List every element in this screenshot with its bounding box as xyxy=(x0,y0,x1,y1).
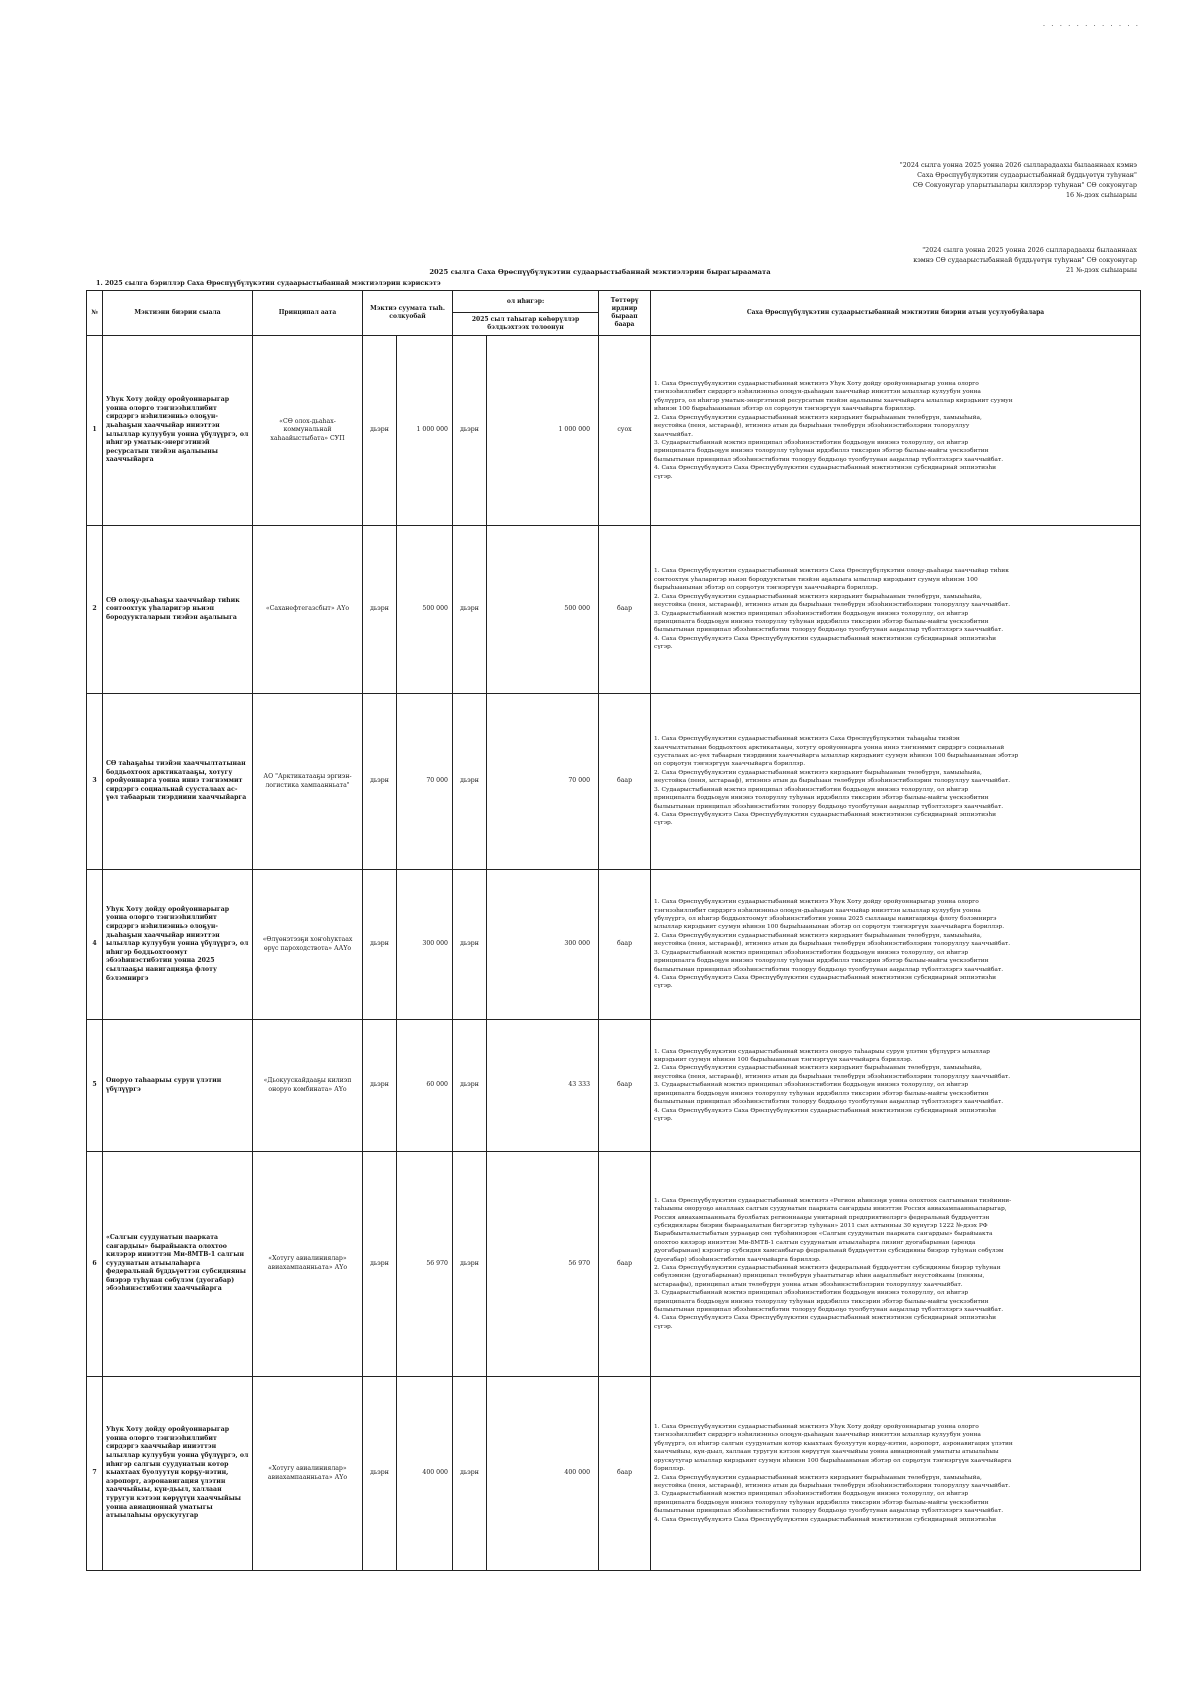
conditions-line: хааччыйыы, күн-дьыл, халлаан туругун кэтээн көрүүтүн хааччыйыы уонна авиационнай уматыгы атыылаһыы xyxy=(654,1449,999,1456)
conditions-line: 4. Саха Өрөспүүбүлүкэтэ Саха Өрөспүүбүлүкэтин судаарыстыбаннай мэктиэтинэн субсидиарнай эппиэтиэһи xyxy=(654,811,997,818)
header-including: ол иһигэр: xyxy=(453,291,599,313)
conditions-line: 3. Судаарыстыбаннай мэктиэ принципал эбээһинэстибэтин боддьоҕун иниэнэ толоруллу, ол иһигэр xyxy=(654,786,969,793)
conditions-line: тэҥнээһиллибит сирдэргэ нэһилиэнньэ олоҕун-дьаһаҕын хааччыйар иниэттэн ылыллар кулуубун уонна xyxy=(654,1432,981,1439)
conditions-line: хааччылтатынан боддьохтоох арктикатааҕы, хотугу оройуоннарга уонна иннэ тэҥнэммит сирдэргэ социальнай xyxy=(654,744,1005,751)
row-principal: «Хотугу авиалиниялар» авиахампаанньата» АҮо xyxy=(253,1152,363,1377)
conditions-line: 3. Судаарыстыбаннай мэктиэ принципал эбээһинэстибэтин боддьоҕун иниэнэ толоруллу, ол иһигэр xyxy=(654,1290,969,1297)
conditions-line: принципалга боддьоҕун иниэнэ толоруллу туһунан ирдэбиллэ тиксэрин эбэтэр былыы-майгы үөскээбитин xyxy=(654,1499,989,1506)
row-unit: дьэрн xyxy=(363,336,397,526)
conditions-line: неустойка (пеня, ыстарааф), итиэннэ атын да бырыһыан төлөбүрүн эбээһинэстибэлэрин толоруллуу хааччыйбат. xyxy=(654,778,1011,785)
conditions-line: 4. Саха Өрөспүүбүлүкэтэ Саха Өрөспүүбүлүкэтин судаарыстыбаннай мэктиэтинэн субсидиарнай эппиэтиэһи xyxy=(654,1516,997,1523)
row-total-amount: 60 000 xyxy=(397,1020,453,1152)
row-number: 7 xyxy=(87,1377,103,1571)
conditions-line: үбүлүүргэ, ол иһигэр боддьохтоомут эбээһинэстибэтин уонна 2025 сыллааҕы навигацияҕа флоту бэлэмниргэ xyxy=(654,916,997,923)
row-total-amount: 400 000 xyxy=(397,1377,453,1571)
row-direction: СӨ олоҕу-дьаһаҕы хааччыйар тиһик сонтоохтук уһаларигэр ньиэп бородуукталарын тиэйэн аҕалыыга xyxy=(103,526,253,694)
conditions-line: 2. Саха Өрөспүүбүлүкэтин судаарыстыбаннай мэктиэтэ кирэдьиит бырыһыанын төлөбүрүн, хамыыһыйа, xyxy=(654,932,982,939)
header-direction: Мэктиэни биэрии сыала xyxy=(103,291,253,336)
row-principal: «СӨ олох-дьаһах-коммунальнай хаһаайыстыбата» СУП xyxy=(253,336,363,526)
row-number: 2 xyxy=(87,526,103,694)
conditions-line: неустойка (пеня, ыстарааф), итиэннэ атын да бырыһыан төлөбүрүн эбээһинэстибэлэрин толоруллуу хааччыйбат. xyxy=(654,602,1011,609)
conditions-line: дуогабарынан) кэрэнгэр субсидия хамсанбыгар федеральнай бүддьүөттэн субсидияны биэрэр туһунан сөбүлэм xyxy=(654,1248,1004,1255)
table-row xyxy=(87,1020,1141,1152)
conditions-line: бэриллэр. xyxy=(654,1466,685,1473)
row-principal: «Өлүөнэтээҕи хоҥоһуктаах өрүс пароходствота» ААҮо xyxy=(253,870,363,1020)
reference-line: кэмнэ СӨ судаарыстыбаннай бүддьүөтүн туһунан" СӨ сокуонугар xyxy=(913,256,1137,264)
conditions-line: 2. Саха Өрөспүүбүлүкэтин судаарыстыбаннай мэктиэтэ федеральнай бүддьүөттэн субсидияны биэрэр туһунан xyxy=(654,1265,1001,1271)
row-recourse: баар xyxy=(599,870,651,1020)
row-amount-2025: 500 000 xyxy=(487,526,599,694)
conditions-line: былыытынан принципал эбээһинэстибэтин толоруу боддьоҕо туолбутунан ааҕыллар түбэлтэлэргэ хааччыйбат. xyxy=(654,456,1004,463)
conditions-line: иһинэн 100 бырыһыанынан эбэтэр ол сорҕотун тэҥнэргүүн хааччыйарга бэриллэр. xyxy=(654,406,916,413)
conditions-line: (дуогабар) эбээһинэстибэтин хааччыйарга бэриллэр. xyxy=(654,1256,821,1263)
conditions-line: 4. Саха Өрөспүүбүлүкэтэ Саха Өрөспүүбүлүкэтин судаарыстыбаннай мэктиэтинэн субсидиарнай эппиэтиэһи xyxy=(654,465,997,472)
table-row xyxy=(87,336,1141,526)
conditions-line: принципалга боддьоҕун иниэнэ толоруллу туһунан ирдэбиллэ тиксэрин эбэтэр былыы-майгы үөскээбитин xyxy=(654,795,989,802)
conditions-line: 3. Судаарыстыбаннай мэктиэ принципал эбээһинэстибэтин боддьоҕун иниэнэ толоруллу, ол иһигэр xyxy=(654,610,969,617)
conditions-line: олохтоо килэрэр иниэттэн Ми-8МТВ-1 салгын суудунатын атыылаһарга лизинг дуогабарынан (аренда xyxy=(654,1239,976,1246)
conditions-line: принципалга боддьоҕун иниэнэ толоруллу туһунан ирдэбиллэ тиксэрин эбэтэр былыы-майгы үөскээбитин xyxy=(654,618,989,625)
row-amount-2025: 56 970 xyxy=(487,1152,599,1377)
row-amount-2025: 43 333 xyxy=(487,1020,599,1152)
conditions-line: былыытынан принципал эбээһинэстибэтин толоруу боддьоҕо туолбутунан ааҕыллар түбэлтэлэргэ хааччыйбат. xyxy=(654,1508,1004,1515)
row-number: 4 xyxy=(87,870,103,1020)
reference-line: "2024 сылга уонна 2025 уонна 2026 сылларадаахы былааннаах xyxy=(922,246,1137,254)
conditions-line: ыстараафы), принципал атын төлөбүрүн уонна атын эбээһинэстибэлэрин толоруллуу хааччыйбат. xyxy=(654,1281,963,1288)
row-unit: дьэрн xyxy=(453,526,487,694)
conditions-line: 3. Судаарыстыбаннай мэктиэ принципал эбээһинэстибэтин боддьоҕун иниэнэ толоруллу, ол иһигэр xyxy=(654,1491,969,1498)
row-total-amount: 70 000 xyxy=(397,694,453,870)
guarantees-table xyxy=(86,290,1141,1571)
conditions-line: былыытынан принципал эбээһинэстибэтин толоруу боддьоҕо туолбутунан ааҕыллар түбэлтэлэргэ хааччыйбат. xyxy=(654,627,1004,634)
row-total-amount: 56 970 xyxy=(397,1152,453,1377)
row-principal: «Хотугу авиалиниялар» авиахампаанньата» АҮо xyxy=(253,1377,363,1571)
conditions-line: сүгэр. xyxy=(654,473,673,480)
row-conditions xyxy=(651,1020,1141,1152)
row-direction: Уһук Хоту дойду оройуоннарыгар уонна олорго тэҥнээһиллибит сирдэргэ нэһилиэнньэ олоҕун-дьаһаҕын хааччыйар иниэттэн ылыллар кулуубун уонна үбүлүүргэ, ол иһигэр боддьохтоомут эбээһинэстибэтин уонна 2025 сыллааҕы навигацияҕа флоту бэлэмниргэ xyxy=(103,870,253,1020)
conditions-line: ылыллар кирэдьиит суумун иһинэн 100 бырыһыанынан эбэтэр ол сорҕотун тэҥнэргүүн хааччыйарга бэриллэр. xyxy=(654,924,1005,931)
conditions-line: былыытынан принципал эбээһинэстибэтин толоруу боддьоҕо туолбутунан ааҕыллар түбэлтэлэргэ хааччыйбат. xyxy=(654,966,1004,973)
conditions-line: сүгэр. xyxy=(654,1323,673,1330)
row-unit: дьэрн xyxy=(453,1020,487,1152)
reference-line: 21 №-дээх сыһыарыы xyxy=(1065,266,1137,274)
row-conditions xyxy=(651,526,1141,694)
conditions-line: былыытынан принципал эбээһинэстибэтин толоруу боддьоҕо туолбутунан ааҕыллар түбэлтэлэргэ хааччыйбат. xyxy=(654,803,1004,810)
conditions-line: 3. Судаарыстыбаннай мэктиэ принципал эбээһинэстибэтин боддьоҕун иниэнэ толоруллу, ол иһигэр xyxy=(654,949,969,956)
conditions-line: бырыһыанынан эбэтэр ол сорҕотун тэҥнэргүүн хааччыйарга бэриллэр. xyxy=(654,585,878,592)
row-principal: «Саханефтегазсбыт» АҮо xyxy=(253,526,363,694)
conditions-line: суусталаах ас-үөл табаарын тиэрдиини хааччыйарга ылыллар кирэдьиит суумун иһинэн 100 бырыһыанынан эбэтэр xyxy=(654,753,1019,760)
row-recourse: баар xyxy=(599,694,651,870)
conditions-line: 2. Саха Өрөспүүбүлүкэтин судаарыстыбаннай мэктиэтэ кирэдьиит бырыһыанын төлөбүрүн, хамыыһыйа, xyxy=(654,414,982,421)
conditions-line: сүгэр. xyxy=(654,983,673,990)
conditions-line: үбүлүүргэ, ол иһигэр салгын суудунатын котор кыахтаах буолуутун корҕу-нэтин, аэропорт, аэронавигация үлэтин xyxy=(654,1440,1013,1447)
row-recourse: баар xyxy=(599,1152,651,1377)
conditions-line: 1. Саха Өрөспүүбүлүкэтин судаарыстыбаннай мэктиэтэ Уһук Хоту дойду оройуоннарыгар уонна олорго xyxy=(654,899,979,906)
conditions-line: тэҥнээһиллибит сирдэргэ нэһилиэнньэ олоҕун-дьаһаҕын хааччыйар иниэттэн ылыллар кулуубун уонна xyxy=(654,389,981,396)
conditions-line: 4. Саха Өрөспүүбүлүкэтэ Саха Өрөспүүбүлүкэтин судаарыстыбаннай мэктиэтинэн субсидиарнай эппиэтиэһи xyxy=(654,974,997,981)
conditions-line: 1. Саха Өрөспүүбүлүкэтин судаарыстыбаннай мэктиэтэ Уһук Хоту дойду оройуоннарыгар уонна олорго xyxy=(654,381,979,388)
table-row xyxy=(87,526,1141,694)
conditions-line: 1. Саха Өрөспүүбүлүкэтин судаарыстыбаннай мэктиэтэ Саха Өрөспүүбүлүкэтин олоҕу-дьаһаҕы хааччыйар тиһик xyxy=(654,568,1009,575)
conditions-line: неустойка (пеня, ыстарааф), итиэннэ атын да бырыһыан төлөбүрүн эбээһинэстибэлэрин толоруллуу xyxy=(654,423,970,430)
row-unit: дьэрн xyxy=(363,1152,397,1377)
header-conditions: Саха Өрөспүүбүлүкэтин судаарыстыбаннай мэктиэтин биэрии атын усулуобуйалара xyxy=(651,291,1141,336)
row-principal: «Дьокуускайдааҕы килиэп оноруо комбината» АҮо xyxy=(253,1020,363,1152)
conditions-line: тэҥнээһиллибит сирдэргэ нэһилиэнньэ олоҕун-дьаһаҕын хааччыйар иниэттэн ылыллар кулуубун уонна xyxy=(654,907,981,914)
row-unit: дьэрн xyxy=(453,694,487,870)
header-number: № xyxy=(87,291,103,336)
conditions-line: неустойка (пеня, ыстарааф), итиэннэ атын да бырыһыан төлөбүрүн эбээһинэстибэлэрин толоруллуу хааччыйбат. xyxy=(654,1073,1011,1080)
conditions-line: кирэдьиит суумун иһинэн 100 бырыһыанынан тэҥнэргүүн хааччыйарга бэриллэр. xyxy=(654,1057,913,1064)
corner-scan-mark: · · · · · · · · · · · · xyxy=(1042,22,1140,30)
row-recourse: баар xyxy=(599,1377,651,1571)
row-unit: дьэрн xyxy=(453,870,487,1020)
conditions-line: 2. Саха Өрөспүүбүлүкэтин судаарыстыбаннай мэктиэтэ кирэдьиит бырыһыанын төлөбүрүн, хамыыһыйа, xyxy=(654,593,982,600)
conditions-line: орускутугар ылыллар кирэдьиит суумун иһинэн 100 бырыһыанынан эбэтэр ол сорҕотун тэҥнэргүүн хааччыйарга xyxy=(654,1457,1012,1464)
document-title: 2025 сылга Саха Өрөспүүбүлүкэтин судаарыстыбаннай мэктиэлэрин бырагыраамата xyxy=(429,268,771,276)
conditions-line: 1. Саха Өрөспүүбүлүкэтин судаарыстыбаннай мэктиэтэ «Регион иһинээҕи уонна олохтоох салгынынан тиэйиини- xyxy=(654,1197,1012,1204)
row-direction: Оноруо таһаарыы сурун үлэтин үбүлүүргэ xyxy=(103,1020,253,1152)
conditions-line: 4. Саха Өрөспүүбүлүкэтэ Саха Өрөспүүбүлүкэтин судаарыстыбаннай мэктиэтинэн субсидиарнай эппиэтиэһи xyxy=(654,1107,997,1114)
row-amount-2025: 70 000 xyxy=(487,694,599,870)
conditions-line: Бырабыыталыстыбатын уурааҕар сөп түбэһиннэрэн «Салгын суудунатын паарката саҥардыы» бырайыакта xyxy=(654,1231,993,1238)
row-number: 5 xyxy=(87,1020,103,1152)
reference-note-1 xyxy=(777,160,1137,200)
row-principal: АО "Арктикатааҕы эргиэн-логистика хампаанньата" xyxy=(253,694,363,870)
row-total-amount: 300 000 xyxy=(397,870,453,1020)
conditions-line: принципалга боддьоҕун иниэнэ толоруллу туһунан ирдэбиллэ тиксэрин эбэтэр былыы-майгы үөскээбитин xyxy=(654,1298,989,1305)
row-conditions xyxy=(651,694,1141,870)
conditions-line: 1. Саха Өрөспүүбүлүкэтин судаарыстыбаннай мэктиэтэ Саха Өрөспүүбүлүкэтин таһаҕаһы тиэйэн xyxy=(654,736,960,743)
conditions-line: 2. Саха Өрөспүүбүлүкэтин судаарыстыбаннай мэктиэтэ кирэдьиит бырыһыанын төлөбүрүн, хамыыһыйа, xyxy=(654,769,982,776)
conditions-line: субсидиялары биэрии бырааҕылатын бигэргэтэр туһунан» 2011 сыл алтынньы 30 күнүгэр 1222 №-дээх РФ xyxy=(654,1222,988,1229)
row-direction: «Салгын суудунатын паарката саҥардыы» бырайыакта олохтоо килэрэр иниэттэн Ми-8МТВ-1 салгын суудунатын атыылаһарга федеральнай бүддьүөттэн субсидияны биэрэр туһунан сөбүлэм (дуогабар) эбээһинэстибэтин хааччыйарга xyxy=(103,1152,253,1377)
row-conditions xyxy=(651,1152,1141,1377)
header-recourse: Төттөрү ирдиир быраап баара xyxy=(599,291,651,336)
row-number: 3 xyxy=(87,694,103,870)
reference-line: Саха Өрөспүүбүлүкэтин судаарыстыбаннай бүддьүөтүн туһунан" xyxy=(917,171,1137,179)
conditions-line: сонтоохтук уһаларигэр ньиэп бородууктатын тиэйэн аҕалыыга ылыллар кирэдьиит суумун иһинэн 100 xyxy=(654,576,978,583)
reference-line: СӨ Сокуонугар уларытыылары киллэрэр туһунан" СӨ сокуонугар xyxy=(912,181,1137,189)
row-unit: дьэрн xyxy=(363,1020,397,1152)
row-unit: дьэрн xyxy=(453,336,487,526)
row-direction: СӨ таһаҕаһы тиэйэн хааччылтатынан боддьохтоох арктикатааҕы, хотугу оройуоннарга уонна иннэ тэҥнэммит сирдэргэ социальнай суусталаах ас-үөл табаарын тиэрдиини хааччыйарга xyxy=(103,694,253,870)
conditions-line: 4. Саха Өрөспүүбүлүкэтэ Саха Өрөспүүбүлүкэтин судаарыстыбаннай мэктиэтинэн субсидиарнай эппиэтиэһи xyxy=(654,635,997,642)
conditions-line: 4. Саха Өрөспүүбүлүкэтэ Саха Өрөспүүбүлүкэтин судаарыстыбаннай мэктиэтинэн субсидиарнай эппиэтиэһи xyxy=(654,1315,997,1322)
row-direction: Уһук Хоту дойду оройуоннарыгар уонна олорго тэҥнээһиллибит сирдэргэ хааччыйар иниэттэн ылыллар кулуубун уонна үбүлүүргэ, ол иһигэр салгын суудунатын котор кыахтаах буолуутун корҕу-нэтин, аэропорт, аэронавигация үлэтин хааччыйыы, күн-дьыл, халлаан туругун кэтээн көрүүтүн хааччыйыы уонна авиационнай уматыгы атыылаһыы орускутугар xyxy=(103,1377,253,1571)
header-total-amount: Мэктиэ суумата тыһ. солкуобай xyxy=(363,291,453,336)
table-row xyxy=(87,1377,1141,1571)
conditions-line: неустойка (пеня, ыстарааф), итиэннэ атын да бырыһыан төлөбүрүн эбээһинэстибэлэрин толоруллуу хааччыйбат. xyxy=(654,941,1011,948)
conditions-line: 3. Судаарыстыбаннай мэктиэ принципал эбээһинэстибэтин боддьоҕун иниэнэ толоруллу, ол иһигэр xyxy=(654,1082,969,1089)
table-row xyxy=(87,694,1141,870)
row-amount-2025: 300 000 xyxy=(487,870,599,1020)
row-conditions xyxy=(651,870,1141,1020)
row-unit: дьэрн xyxy=(363,526,397,694)
conditions-line: таһыыны оноруоҕо аналлаах салгын суудунатын паарката саҥардыы иниэттэн Россия авиахампаанньаларыгар, xyxy=(654,1206,1007,1213)
conditions-line: хааччыйбат. xyxy=(654,431,693,438)
row-recourse: суох xyxy=(599,336,651,526)
conditions-line: үбүлүүргэ, ол иһигэр уматык-энергэтинэй ресурсатын тиэйэн аҕалыыны хааччыйарга ылыллар кирэдьиит суумун xyxy=(654,397,1013,404)
row-recourse: баар xyxy=(599,526,651,694)
conditions-line: 2. Саха Өрөспүүбүлүкэтин судаарыстыбаннай мэктиэтэ кирэдьиит бырыһыанын төлөбүрүн, хамыыһыйа, xyxy=(654,1474,982,1481)
conditions-line: былыытынан принципал эбээһинэстибэтин толоруу боддьоҕо туолбутунан ааҕыллар түбэлтэлэргэ хааччыйбат. xyxy=(654,1099,1004,1106)
row-unit: дьэрн xyxy=(363,694,397,870)
conditions-line: неустойка (пеня, ыстарааф), итиэннэ атын да бырыһыан төлөбүрүн эбээһинэстибэлэрин толоруллуу хааччыйбат. xyxy=(654,1482,1011,1489)
conditions-line: Россия авиахампаанньата буолбатах регионнааҕы унитарнай предприятиелэргэ федеральнай бүддьүөттэн xyxy=(654,1214,990,1221)
conditions-line: былыытынан принципал эбээһинэстибэтин толоруу боддьоҕо туолбутунан ааҕыллар түбэлтэлэргэ хааччыйбат. xyxy=(654,1307,1004,1314)
row-amount-2025: 1 000 000 xyxy=(487,336,599,526)
conditions-line: принципалга боддьоҕун иниэнэ толоруллу туһунан ирдэбиллэ тиксэрин эбэтэр былыы-майгы үөскээбитин xyxy=(654,448,989,455)
conditions-line: 3. Судаарыстыбаннай мэктиэ принципал эбээһинэстибэтин боддьоҕун иниэнэ толоруллу, ол иһигэр xyxy=(654,439,969,446)
row-unit: дьэрн xyxy=(363,1377,397,1571)
section-heading: 1. 2025 сылга бэриллэр Саха Өрөспүүбүлүкэтин судаарыстыбаннай мэктиэлэрин кэрискэтэ xyxy=(96,279,441,287)
row-total-amount: 500 000 xyxy=(397,526,453,694)
conditions-line: сүгэр. xyxy=(654,644,673,651)
row-number: 1 xyxy=(87,336,103,526)
reference-line: 16 №-дээх сыһыарыы xyxy=(1065,191,1137,199)
row-number: 6 xyxy=(87,1152,103,1377)
conditions-line: 1. Саха Өрөспүүбүлүкэтин судаарыстыбаннай мэктиэтэ Уһук Хоту дойду оройуоннарыгар уонна олорго xyxy=(654,1424,979,1431)
table-row xyxy=(87,870,1141,1020)
conditions-line: сүгэр. xyxy=(654,1115,673,1122)
conditions-line: принципалга боддьоҕун иниэнэ толоруллу туһунан ирдэбиллэ тиксэрин эбэтэр былыы-майгы үөскээбитин xyxy=(654,958,989,965)
conditions-line: 1. Саха Өрөспүүбүлүкэтин судаарыстыбаннай мэктиэтэ оноруо таһаарыы сурун үлэтин үбүлүүргэ ылыллар xyxy=(654,1048,990,1055)
conditions-line: сөбүлэмнэн (дуогабарынан) принципал төлөбүрүн уһаатытыгар иһин ааҕыллыбыт неустойканы (пеняны, xyxy=(654,1273,985,1280)
row-conditions xyxy=(651,336,1141,526)
row-recourse: баар xyxy=(599,1020,651,1152)
header-amount-2025: 2025 сыл таһыгар көһөрүллэр бэлдьэхтээх толоонун xyxy=(453,313,599,336)
row-total-amount: 1 000 000 xyxy=(397,336,453,526)
reference-line: "2024 сылга уонна 2025 уонна 2026 сылларадаахы былааннаах кэмнэ xyxy=(899,161,1137,169)
row-unit: дьэрн xyxy=(453,1152,487,1377)
row-unit: дьэрн xyxy=(363,870,397,1020)
conditions-line: принципалга боддьоҕун иниэнэ толоруллу туһунан ирдэбиллэ тиксэрин эбэтэр былыы-майгы үөскээбитин xyxy=(654,1090,989,1097)
conditions-line: ол сорҕотун тэҥнэргүүн хааччыйарга бэриллэр. xyxy=(654,761,806,768)
table-row xyxy=(87,1152,1141,1377)
conditions-line: сүгэр. xyxy=(654,820,673,827)
row-direction: Уһук Хоту дойду оройуоннарыгар уонна олорго тэҥнээһиллибит сирдэргэ нэһилиэнньэ олоҕун-дьаһаҕын хааччыйар иниэттэн ылыллар кулуубун уонна үбүлүүргэ, ол иһигэр уматык-энергэтинэй ресурсатын тиэйэн аҕалыыны хааччыйарга xyxy=(103,336,253,526)
row-conditions xyxy=(651,1377,1141,1571)
conditions-line: 2. Саха Өрөспүүбүлүкэтин судаарыстыбаннай мэктиэтэ кирэдьиит бырыһыанын төлөбүрүн, хамыыһыйа, xyxy=(654,1065,982,1072)
header-principal: Принципал аата xyxy=(253,291,363,336)
row-unit: дьэрн xyxy=(453,1377,487,1571)
row-amount-2025: 400 000 xyxy=(487,1377,599,1571)
